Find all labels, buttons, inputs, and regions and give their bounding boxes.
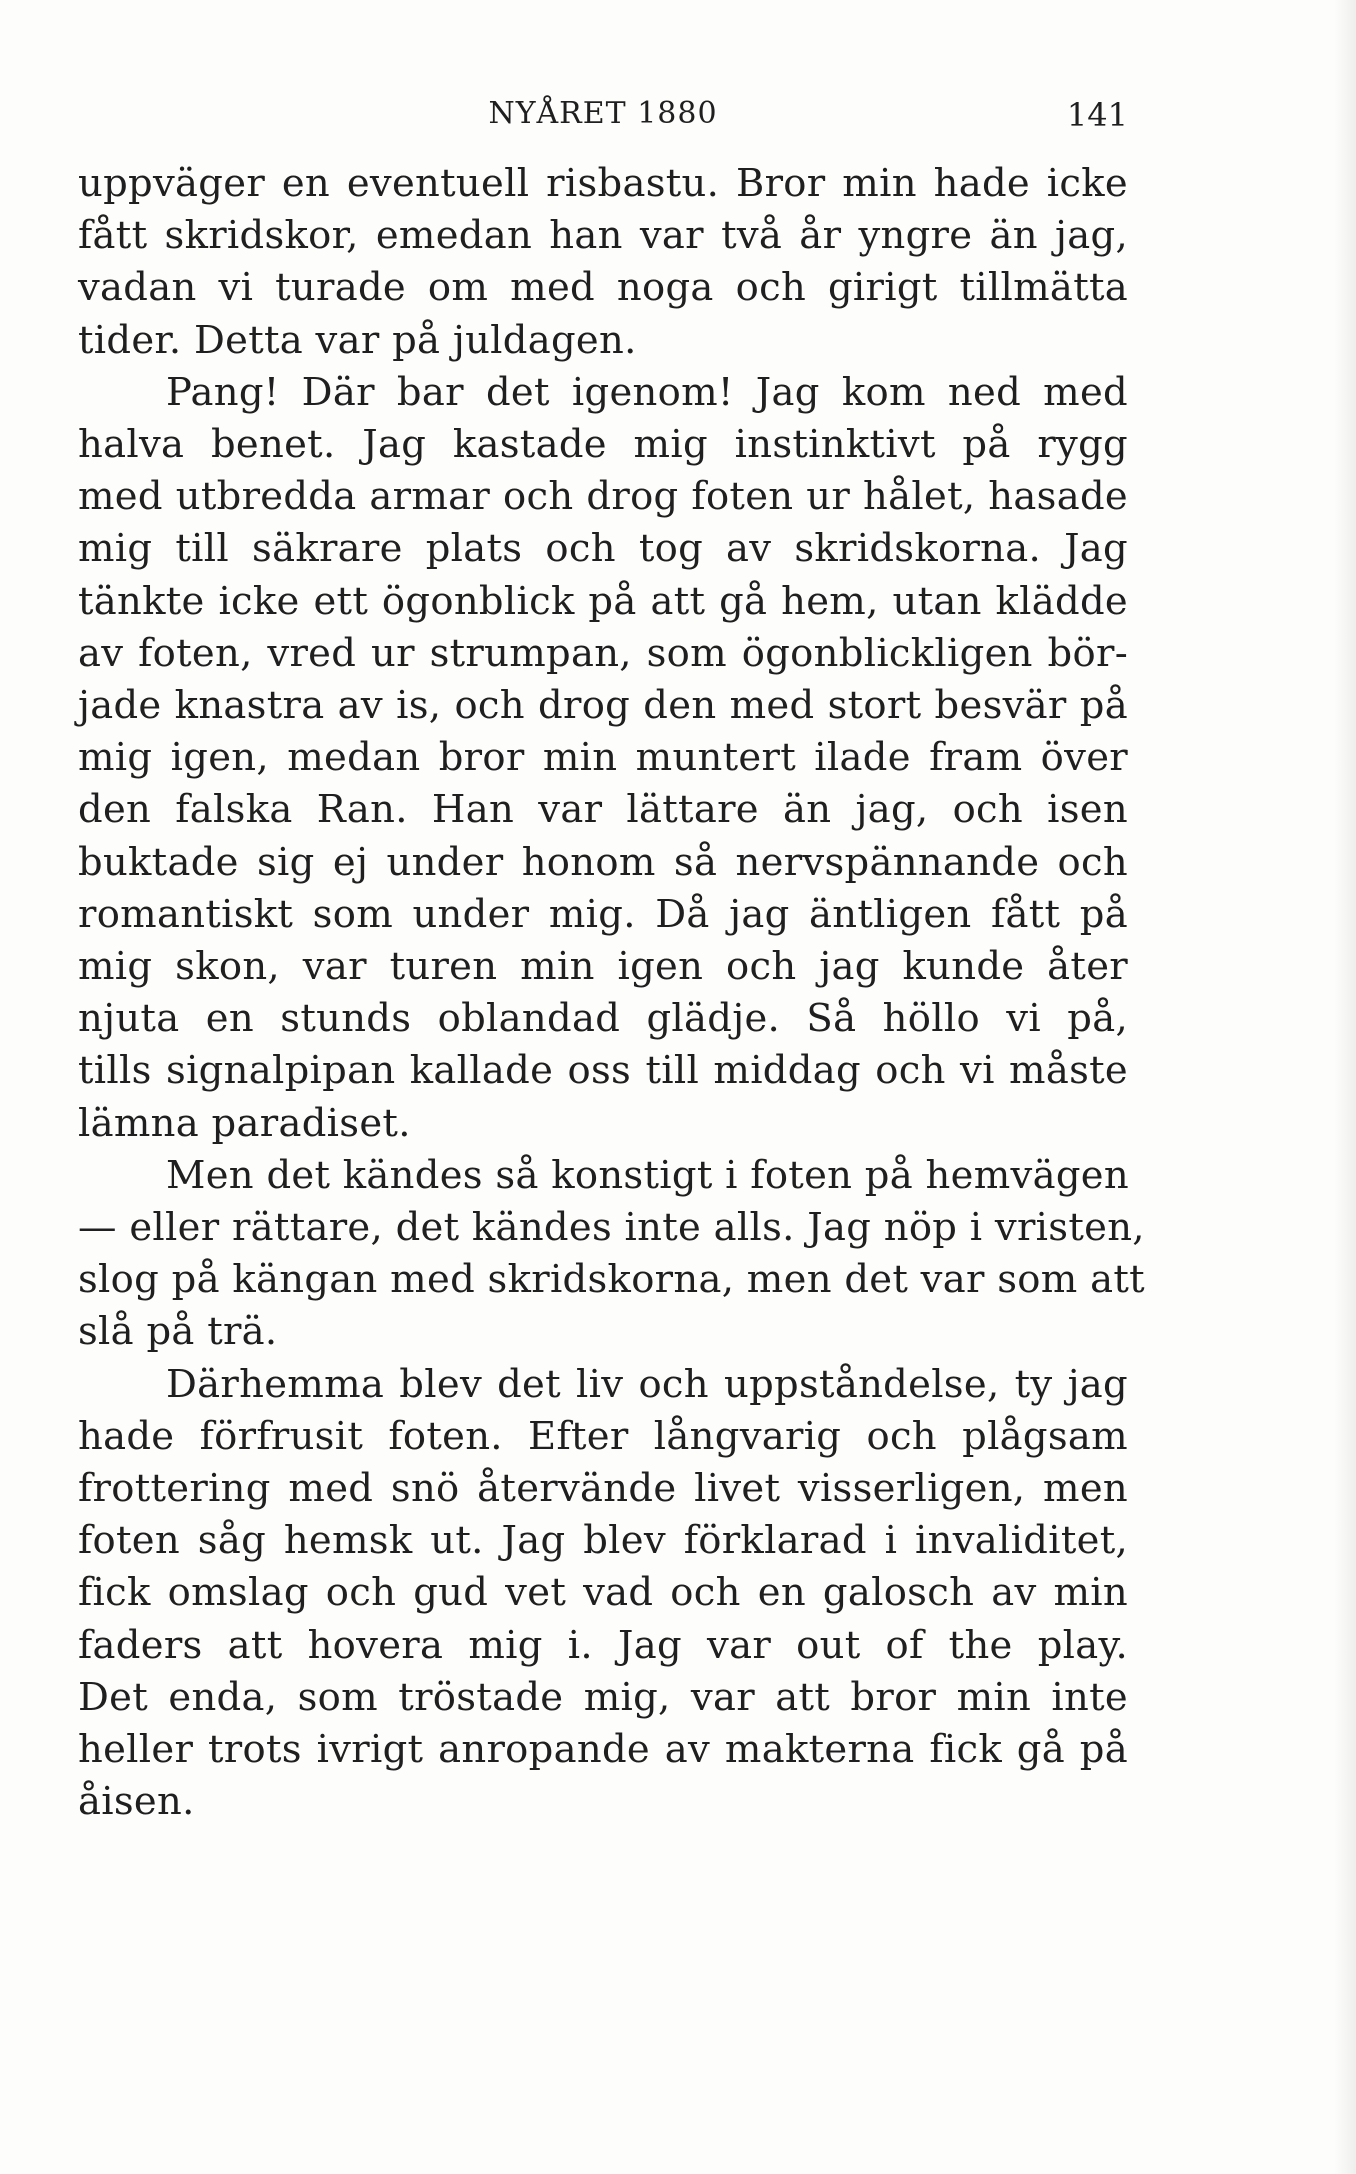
text-line: Pang! Där bar det igenom! Jag kom ned med	[166, 369, 1128, 415]
text-line: faders att hovera mig i. Jag var out of the play.	[78, 1622, 1128, 1668]
text-line: — eller rättare, det kändes inte alls. Jag nöp i vristen,	[78, 1205, 1145, 1251]
text-line: uppväger en eventuell risbastu. Bror min hade icke	[78, 161, 1128, 206]
text-line: hade förfrusit foten. Efter långvarig och plågsam	[78, 1413, 1128, 1459]
page-header	[78, 96, 1128, 146]
text-line: heller trots ivrigt anropande av makterna fick gå på	[78, 1727, 1128, 1773]
text-line: slå på trä.	[78, 1309, 278, 1355]
text-line: mig skon, var turen min igen och jag kunde åter	[78, 944, 1128, 990]
scan-edge-shadow	[1334, 0, 1356, 2174]
text-line: fick omslag och gud vet vad och en galosch av min	[78, 1570, 1128, 1616]
text-line: tills signalpipan kallade oss till middag och vi måste	[78, 1048, 1128, 1094]
text-line: Det enda, som tröstade mig, var att bror min inte	[78, 1674, 1128, 1720]
text-line: av foten, vred ur strumpan, som ögonblickligen bör-	[78, 630, 1128, 676]
running-title: NYÅRET 1880	[488, 96, 718, 131]
text-line: Men det kändes så konstigt i foten på hemvägen	[166, 1152, 1129, 1198]
text-line: njuta en stunds oblandad glädje. Så höllo vi på,	[78, 996, 1128, 1042]
text-line: buktade sig ej under honom så nervspännande och	[78, 839, 1128, 885]
text-line: lämna paradiset.	[78, 1100, 411, 1146]
text-line: mig till säkrare plats och tog av skridskorna. Jag	[78, 526, 1128, 572]
text-line: vadan vi turade om med noga och girigt tillmätta	[78, 265, 1128, 311]
text-line: halva benet. Jag kastade mig instinktivt på rygg	[78, 422, 1128, 468]
text-line: frottering med snö återvände livet visserligen, men	[78, 1466, 1128, 1512]
text-line: åisen.	[78, 1779, 195, 1825]
text-line: med utbredda armar och drog foten ur hålet, hasade	[78, 474, 1128, 520]
text-line: foten såg hemsk ut. Jag blev förklarad i invaliditet,	[78, 1518, 1128, 1564]
text-line: romantiskt som under mig. Då jag äntligen fått på	[78, 891, 1128, 937]
text-line: slog på kängan med skridskorna, men det var som att	[78, 1257, 1145, 1303]
text-line: mig igen, medan bror min muntert ilade fram över	[78, 735, 1128, 781]
text-line: jade knastra av is, och drog den med stort besvär på	[78, 683, 1128, 729]
text-line: fått skridskor, emedan han var två år yngre än jag,	[78, 213, 1128, 259]
text-line: den falska Ran. Han var lättare än jag, och isen	[78, 787, 1128, 833]
body-text	[78, 158, 1145, 1829]
text-line: Därhemma blev det liv och uppståndelse, ty jag	[166, 1361, 1128, 1407]
text-line: tider. Detta var på juldagen.	[78, 317, 637, 363]
text-line: tänkte icke ett ögonblick på att gå hem, utan klädde	[78, 578, 1128, 624]
page-number: 141	[1066, 96, 1128, 134]
